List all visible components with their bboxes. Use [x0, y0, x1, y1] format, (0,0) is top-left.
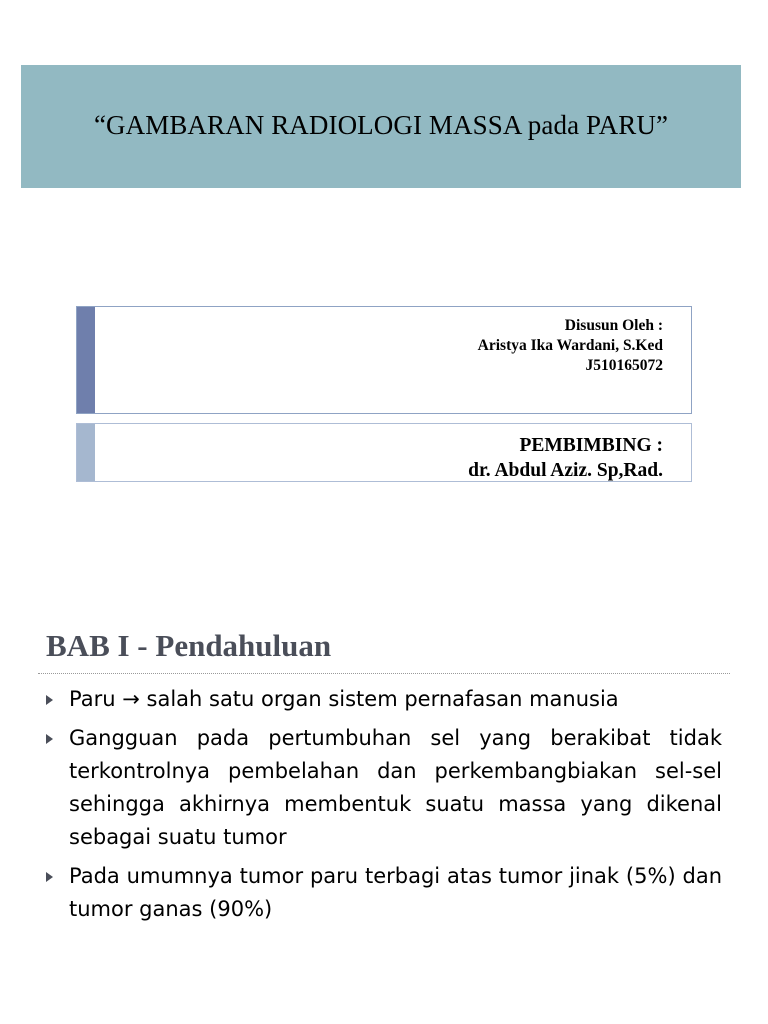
list-item [46, 722, 722, 854]
bullet-text: Pada umumnya tumor paru terbagi atas tumor jinak (5%) dan tumor ganas (90%) [69, 864, 722, 921]
bullet-text-prefix: Paru [69, 687, 123, 711]
advisor-info [468, 433, 663, 483]
advisor-heading-label: PEMBIMBING : [519, 435, 663, 456]
triangle-right-icon [46, 872, 53, 882]
author-id: J510165072 [585, 357, 663, 374]
section-title: BAB I - Pendahuluan [46, 628, 332, 663]
author-name: Aristya Ika Wardani, S.Ked [477, 337, 663, 354]
arrow-right-icon: → [122, 687, 140, 711]
presentation-title: “GAMBARAN RADIOLOGI MASSA pada PARU” [93, 110, 669, 140]
author-info [478, 316, 663, 376]
triangle-right-icon [46, 695, 53, 705]
bullet-list [46, 683, 722, 932]
title-divider [38, 673, 730, 674]
advisor-accent-bar [77, 424, 95, 481]
author-heading: Disusun Oleh : [564, 317, 663, 334]
author-box [76, 306, 692, 414]
triangle-right-icon [46, 734, 53, 744]
list-item [46, 860, 722, 926]
author-accent-bar [77, 307, 95, 413]
list-item [46, 683, 722, 716]
bullet-text: Gangguan pada pertumbuhan sel yang berakibat tidak terkontrolnya pembelahan dan perkembangbiakan sel-sel sehingga akhirnya membentuk suatu massa yang dikenal sebagai suatu tumor [69, 726, 722, 849]
bullet-text-suffix: salah satu organ sistem pernafasan manusia [139, 687, 619, 711]
advisor-box [76, 423, 692, 482]
title-banner [21, 65, 741, 188]
advisor-name: dr. Abdul Aziz. Sp,Rad. [468, 460, 663, 481]
